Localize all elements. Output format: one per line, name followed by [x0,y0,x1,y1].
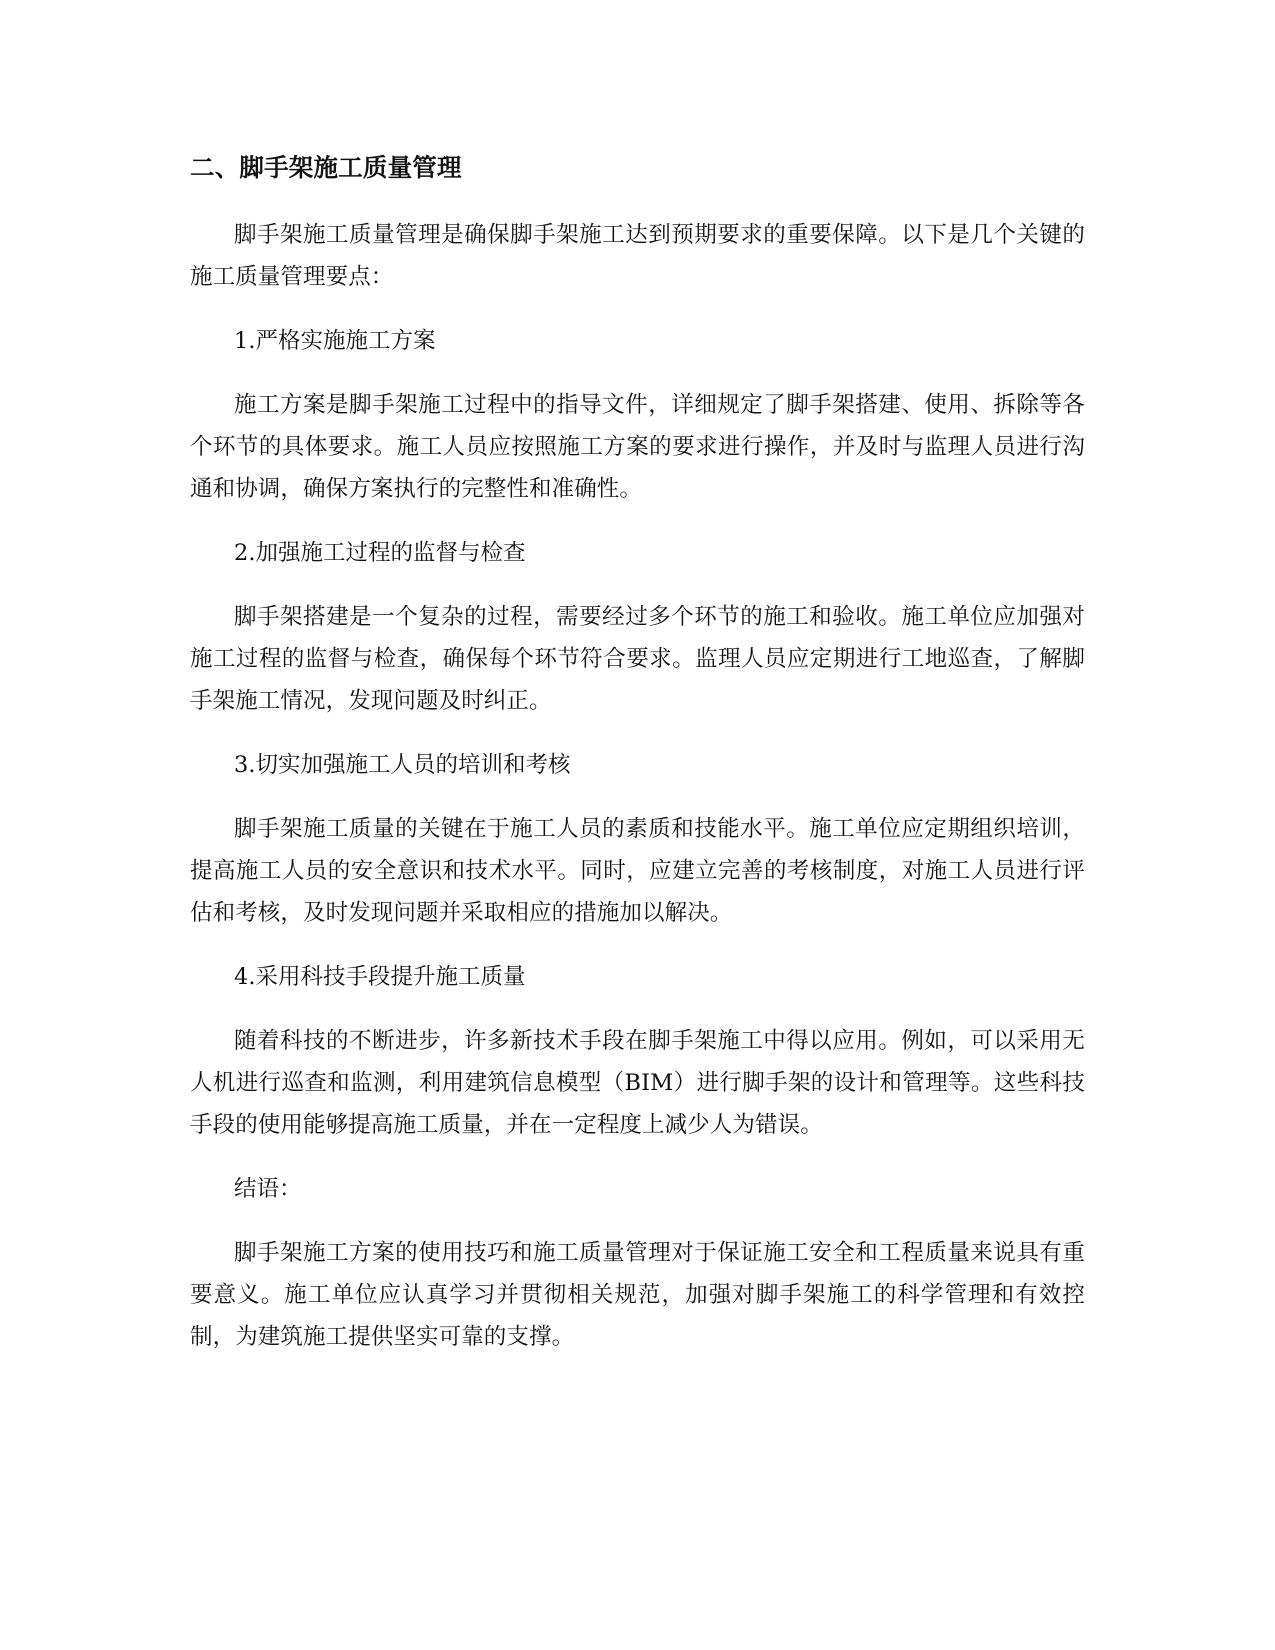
paragraph-2: 脚手架搭建是一个复杂的过程，需要经过多个环节的施工和验收。施工单位应加强对施工过程的监督与检查，确保每个环节符合要求。监理人员应定期进行工地巡查，了解脚手架施工情况，发现问题及时纠正。 [190,604,1085,714]
paragraph-4: 随着科技的不断进步，许多新技术手段在脚手架施工中得以应用。例如，可以采用无人机进行巡查和监测，利用建筑信息模型（BIM）进行脚手架的设计和管理等。这些科技手段的使用能够提高施工质量，并在一定程度上减少人为错误。 [190,1028,1085,1138]
subheading-1: 1.严格实施施工方案 [234,328,436,354]
paragraph-3: 脚手架施工质量的关键在于施工人员的素质和技能水平。施工单位应定期组织培训，提高施工人员的安全意识和技术水平。同时，应建立完善的考核制度，对施工人员进行评估和考核，及时发现问题并采取相应的措施加以解决。 [190,816,1085,926]
intro-paragraph: 脚手架施工质量管理是确保脚手架施工达到预期要求的重要保障。以下是几个关键的施工质量管理要点： [190,222,1085,290]
subheading-2: 2.加强施工过程的监督与检查 [234,540,526,566]
paragraph-1: 施工方案是脚手架施工过程中的指导文件，详细规定了脚手架搭建、使用、拆除等各个环节的具体要求。施工人员应按照施工方案的要求进行操作，并及时与监理人员进行沟通和协调，确保方案执行的完整性和准确性。 [190,392,1085,502]
section-heading: 二、脚手架施工质量管理 [190,153,462,182]
conclusion-label: 结语： [234,1176,302,1202]
subheading-3: 3.切实加强施工人员的培训和考核 [234,752,571,778]
conclusion-paragraph: 脚手架施工方案的使用技巧和施工质量管理对于保证施工安全和工程质量来说具有重要意义。施工单位应认真学习并贯彻相关规范，加强对脚手架施工的科学管理和有效控制，为建筑施工提供坚实可靠的支撑。 [190,1240,1085,1350]
subheading-4: 4.采用科技手段提升施工质量 [234,964,526,990]
